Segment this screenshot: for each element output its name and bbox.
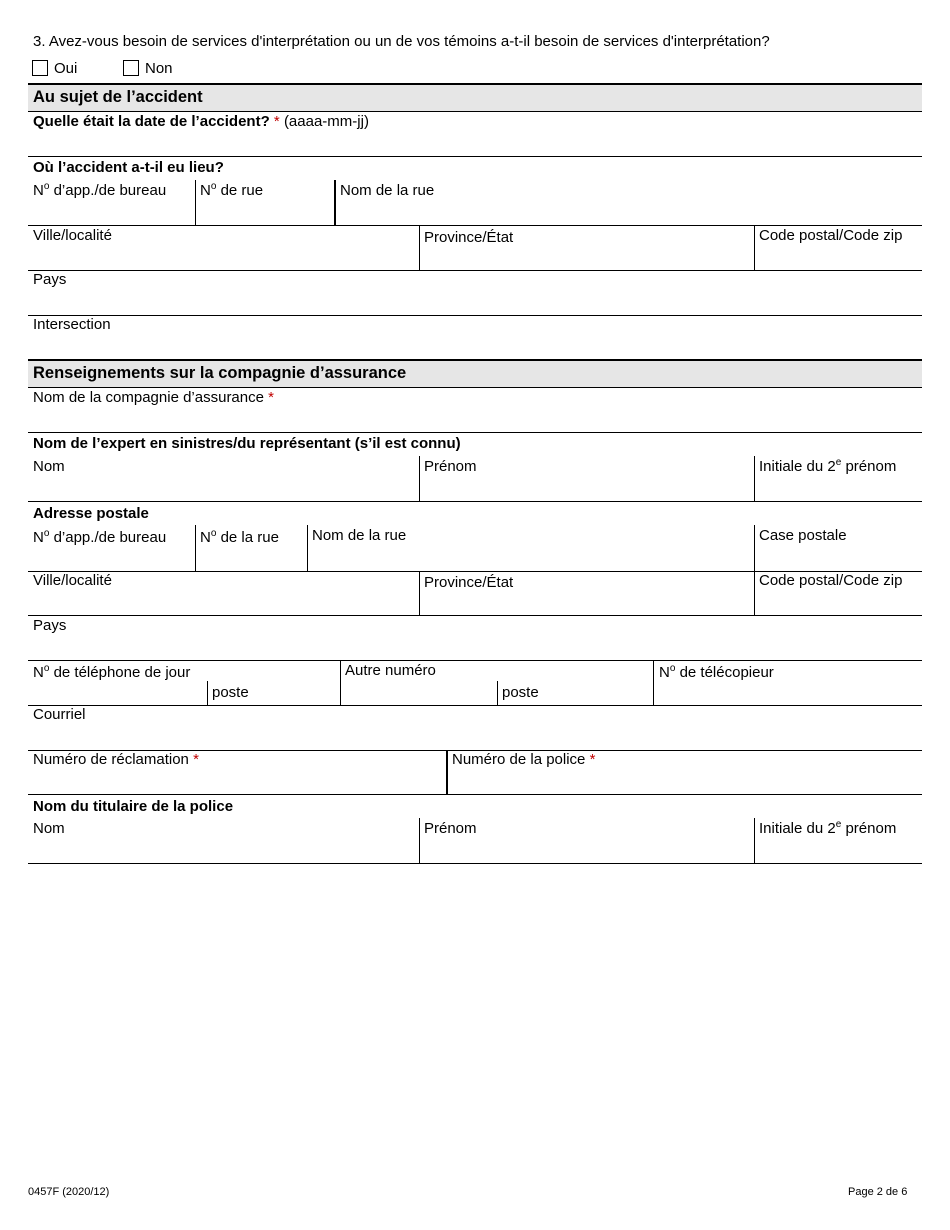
divider xyxy=(419,571,420,616)
holder-middle-initial-label: Initiale du 2e prénom xyxy=(759,819,897,837)
day-phone-input[interactable] xyxy=(33,684,203,703)
fax-input[interactable] xyxy=(659,684,917,703)
insurance-postal-label: Code postal/Code zip xyxy=(759,572,903,589)
divider xyxy=(28,863,922,864)
insurance-street-number-label: $N^o$ de la rue xyxy=(200,528,279,546)
divider xyxy=(754,456,755,501)
divider xyxy=(497,681,498,705)
divider xyxy=(195,180,196,226)
divider xyxy=(419,225,420,270)
policy-number-label: Numéro de la police * xyxy=(452,751,596,768)
accident-intersection-label: Intersection xyxy=(33,316,111,333)
divider xyxy=(195,525,196,571)
divider xyxy=(28,270,922,271)
policy-number-input[interactable] xyxy=(452,772,917,792)
insurance-unit-input[interactable] xyxy=(33,550,191,569)
accident-street-name-label: Nom de la rue xyxy=(340,182,435,199)
non-label: Non xyxy=(145,60,173,77)
divider xyxy=(28,83,922,85)
adjuster-first-name-label: Prénom xyxy=(424,458,477,475)
holder-last-name-label: Nom xyxy=(33,820,65,837)
day-phone-label: $N^o$ de téléphone de jour xyxy=(33,663,191,681)
mailing-address-heading: Adresse postale xyxy=(33,505,149,522)
insurance-province-label: Province/État xyxy=(424,574,514,591)
insurance-street-name-input[interactable] xyxy=(312,550,749,569)
divider xyxy=(28,794,922,795)
divider xyxy=(419,456,420,501)
divider xyxy=(28,660,922,661)
holder-first-name-label: Prénom xyxy=(424,820,477,837)
divider xyxy=(754,225,755,270)
adjuster-first-name-input[interactable] xyxy=(424,479,749,499)
accident-date-label: Quelle était la date de l’accident? * (aaaa-mm-jj) xyxy=(33,113,369,130)
divider xyxy=(340,660,341,705)
accident-city-label: Ville/localité xyxy=(33,227,112,244)
adjuster-middle-initial-label: Initiale du 2e prénom xyxy=(759,457,897,475)
accident-location-heading: Où l’accident a-t-il eu lieu? xyxy=(33,159,224,176)
oui-label: Oui xyxy=(54,60,78,77)
oui-checkbox[interactable] xyxy=(32,60,48,76)
accident-unit-label: $N^o$ d’app./de bureau xyxy=(33,181,167,199)
divider xyxy=(28,315,922,316)
divider xyxy=(28,359,922,361)
accident-date-input[interactable] xyxy=(33,133,913,155)
policy-holder-heading: Nom du titulaire de la police xyxy=(33,798,234,815)
form-code: 0457F (2020/12) xyxy=(28,1186,110,1198)
insurance-unit-label: $N^o$ d’app./de bureau xyxy=(33,528,167,546)
insurance-company-input[interactable] xyxy=(33,409,913,430)
question-3-text: 3. Avez-vous besoin de services d'interprétation ou un de vos témoins a-t-il besoin de services d'interprétation? xyxy=(33,33,770,50)
insurance-po-box-input[interactable] xyxy=(759,550,917,569)
divider xyxy=(207,681,208,705)
adjuster-last-name-input[interactable] xyxy=(33,479,413,499)
accident-province-label: Province/État xyxy=(424,229,514,246)
accident-postal-input[interactable] xyxy=(759,248,917,268)
holder-first-name-input[interactable] xyxy=(424,841,749,861)
other-number-extension-input[interactable] xyxy=(546,684,649,703)
accident-street-number-label: $N^o$ de rue xyxy=(200,181,264,199)
insurance-po-box-label: Case postale xyxy=(759,527,847,544)
divider xyxy=(419,818,420,863)
divider xyxy=(28,225,922,226)
divider xyxy=(28,387,922,388)
accident-postal-label: Code postal/Code zip xyxy=(759,227,903,244)
accident-province-input[interactable] xyxy=(424,248,749,268)
insurance-company-label: Nom de la compagnie d’assurance * xyxy=(33,389,274,406)
claim-number-label: Numéro de réclamation * xyxy=(33,751,199,768)
insurance-province-input[interactable] xyxy=(424,594,749,614)
other-number-input[interactable] xyxy=(345,684,493,703)
accident-country-label: Pays xyxy=(33,271,67,288)
divider xyxy=(28,156,922,157)
divider xyxy=(446,750,448,795)
accident-country-input[interactable] xyxy=(33,292,913,312)
divider xyxy=(754,818,755,863)
adjuster-middle-initial-input[interactable] xyxy=(759,479,917,499)
other-number-label: Autre numéro xyxy=(345,662,436,679)
accident-street-name-input[interactable] xyxy=(340,203,915,223)
accident-section-title: Au sujet de l’accident xyxy=(33,88,203,106)
divider xyxy=(28,705,922,706)
divider xyxy=(28,615,922,616)
divider xyxy=(754,525,755,571)
insurance-country-label: Pays xyxy=(33,617,67,634)
divider xyxy=(754,571,755,616)
accident-intersection-input[interactable] xyxy=(33,337,913,357)
claim-number-input[interactable] xyxy=(33,772,441,792)
holder-last-name-input[interactable] xyxy=(33,841,413,861)
non-checkbox[interactable] xyxy=(123,60,139,76)
page-number: Page 2 de 6 xyxy=(848,1186,908,1198)
insurance-street-name-label: Nom de la rue xyxy=(312,527,407,544)
divider xyxy=(28,111,922,112)
fax-label: $N^o$ de télécopieur xyxy=(659,663,774,681)
insurance-city-input[interactable] xyxy=(33,594,413,614)
other-number-extension-label: poste xyxy=(502,684,539,701)
accident-city-input[interactable] xyxy=(33,248,413,268)
divider xyxy=(28,432,922,433)
divider xyxy=(307,525,308,571)
accident-unit-input[interactable] xyxy=(33,203,191,223)
adjuster-heading: Nom de l’expert en sinistres/du représentant (s’il est connu) xyxy=(33,435,461,452)
divider xyxy=(28,501,922,502)
email-input[interactable] xyxy=(33,727,913,747)
adjuster-last-name-label: Nom xyxy=(33,458,65,475)
accident-street-number-input[interactable] xyxy=(200,203,330,223)
insurance-postal-input[interactable] xyxy=(759,594,917,614)
email-label: Courriel xyxy=(33,706,86,723)
divider xyxy=(653,660,654,705)
insurance-section-title: Renseignements sur la compagnie d’assurance xyxy=(33,364,407,382)
day-phone-extension-label: poste xyxy=(212,684,249,701)
holder-middle-initial-input[interactable] xyxy=(759,841,917,861)
divider xyxy=(334,180,336,226)
insurance-country-input[interactable] xyxy=(33,638,913,658)
insurance-city-label: Ville/localité xyxy=(33,572,112,589)
day-phone-extension-input[interactable] xyxy=(256,684,336,703)
insurance-street-number-input[interactable] xyxy=(200,550,302,569)
